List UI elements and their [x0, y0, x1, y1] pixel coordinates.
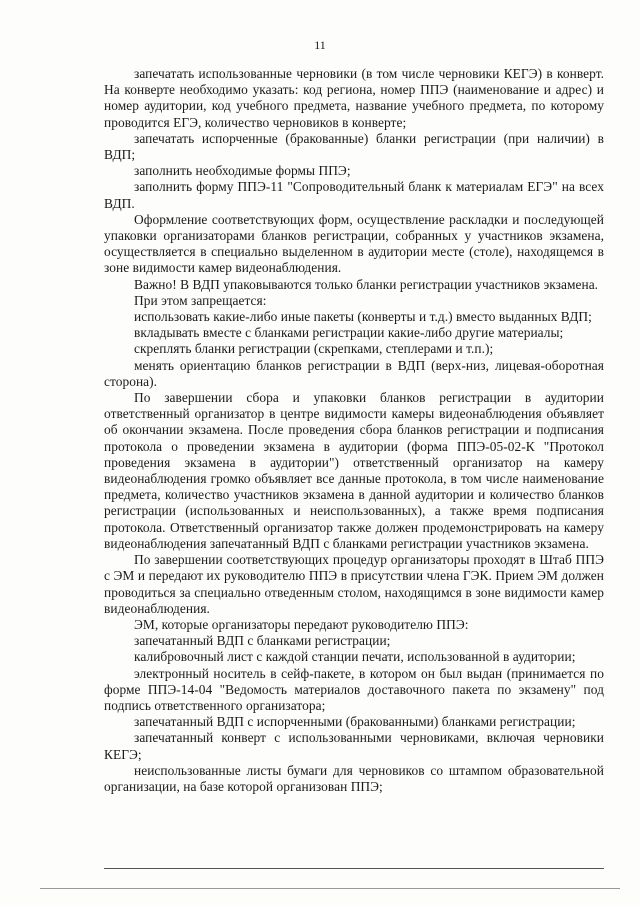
paragraph: По завершении соответствующих процедур организаторы проходят в Штаб ППЭ с ЭМ и передают их руководителю ППЭ в присутствии члена ГЭК. Прием ЭМ должен проводиться за специально отведенным столом, находящимся в зоне видимости камер видеонаблюдения.: [104, 552, 604, 616]
paragraph: ЭМ, которые организаторы передают руководителю ППЭ:: [134, 616, 469, 632]
paragraph: Оформление соответствующих форм, осуществление раскладки и последующей упаковки организаторами бланков регистрации, собранных у участников экзамена, осуществляется в специально выделенном в аудитории месте (столе), находящемся в зоне видимости камер видеонаблюдения.: [104, 211, 604, 276]
document-body: [104, 66, 604, 795]
paragraph: По завершении сбора и упаковки бланков регистрации в аудитории ответственный организатор в центре видимости камеры видеонаблюдения объявляет об окончании экзамена. После проведения сбора бланков регистрации и подписания протокола о проведении экзамена в аудитории (форма ППЭ-05-02-К "Протокол проведения экзамена в аудитории") ответственный организатор на камеру видеонаблюдения громко объявляет все данные протокола, в том числе наименование предмета, количество участников экзамена в данной аудитории и количество бланков регистрации (использованных и неиспользованных), а также время подписания протокола. Ответственный организатор также должен продемонстрировать на камеру видеонаблюдения запечатанный ВДП с бланками регистрации участников экзамена.: [104, 390, 604, 551]
scan-edge-line: [40, 888, 620, 889]
paragraph: запечатать испорченные (бракованные) бланки регистрации (при наличии) в ВДП;: [104, 130, 604, 163]
page-number: 11: [314, 38, 326, 52]
paragraph: менять ориентацию бланков регистрации в ВДП (верх-низ, лицевая-оборотная сторона).: [104, 357, 604, 389]
paragraph: заполнить форму ППЭ-11 "Сопроводительный бланк к материалам ЕГЭ" на всех ВДП.: [104, 179, 604, 211]
paragraph: скреплять бланки регистрации (скрепками, степлерами и т.п.);: [134, 341, 494, 357]
paragraph: калибровочный лист с каждой станции печати, использованной в аудитории;: [134, 649, 576, 665]
paragraph: вкладывать вместе с бланками регистрации какие-либо другие материалы;: [134, 325, 564, 341]
paragraph: Важно! В ВДП упаковываются только бланки регистрации участников экзамена.: [134, 276, 599, 292]
paragraph: заполнить необходимые формы ППЭ;: [134, 163, 351, 179]
paragraph: электронный носитель в сейф-пакете, в котором он был выдан (принимается по форме ППЭ-14-04 "Ведомость материалов доставочного пакета по экзамену" под подпись ответственного организатора;: [104, 665, 604, 713]
paragraph: При этом запрещается:: [134, 292, 267, 308]
paragraph: использовать какие-либо иные пакеты (конверты и т.д.) вместо выданных ВДП;: [134, 309, 592, 325]
paragraph: запечатанный ВДП с испорченными (бракованными) бланками регистрации;: [134, 714, 576, 730]
paragraph: запечатанный ВДП с бланками регистрации;: [134, 633, 391, 649]
scan-edge-line: [104, 868, 604, 869]
paragraph: неиспользованные листы бумаги для черновиков со штампом образовательной организации, на базе которой организован ППЭ;: [104, 762, 604, 794]
paragraph: запечатать использованные черновики (в том числе черновики КЕГЭ) в конверт. На конверте необходимо указать: код региона, номер ППЭ (наименование и адрес) и номер аудитории, код учебного предмета, название учебного предмета, по которому проводится ЕГЭ, количество черновиков в конверте;: [104, 66, 604, 130]
paragraph: запечатанный конверт с использованными черновиками, включая черновики КЕГЭ;: [104, 730, 604, 762]
